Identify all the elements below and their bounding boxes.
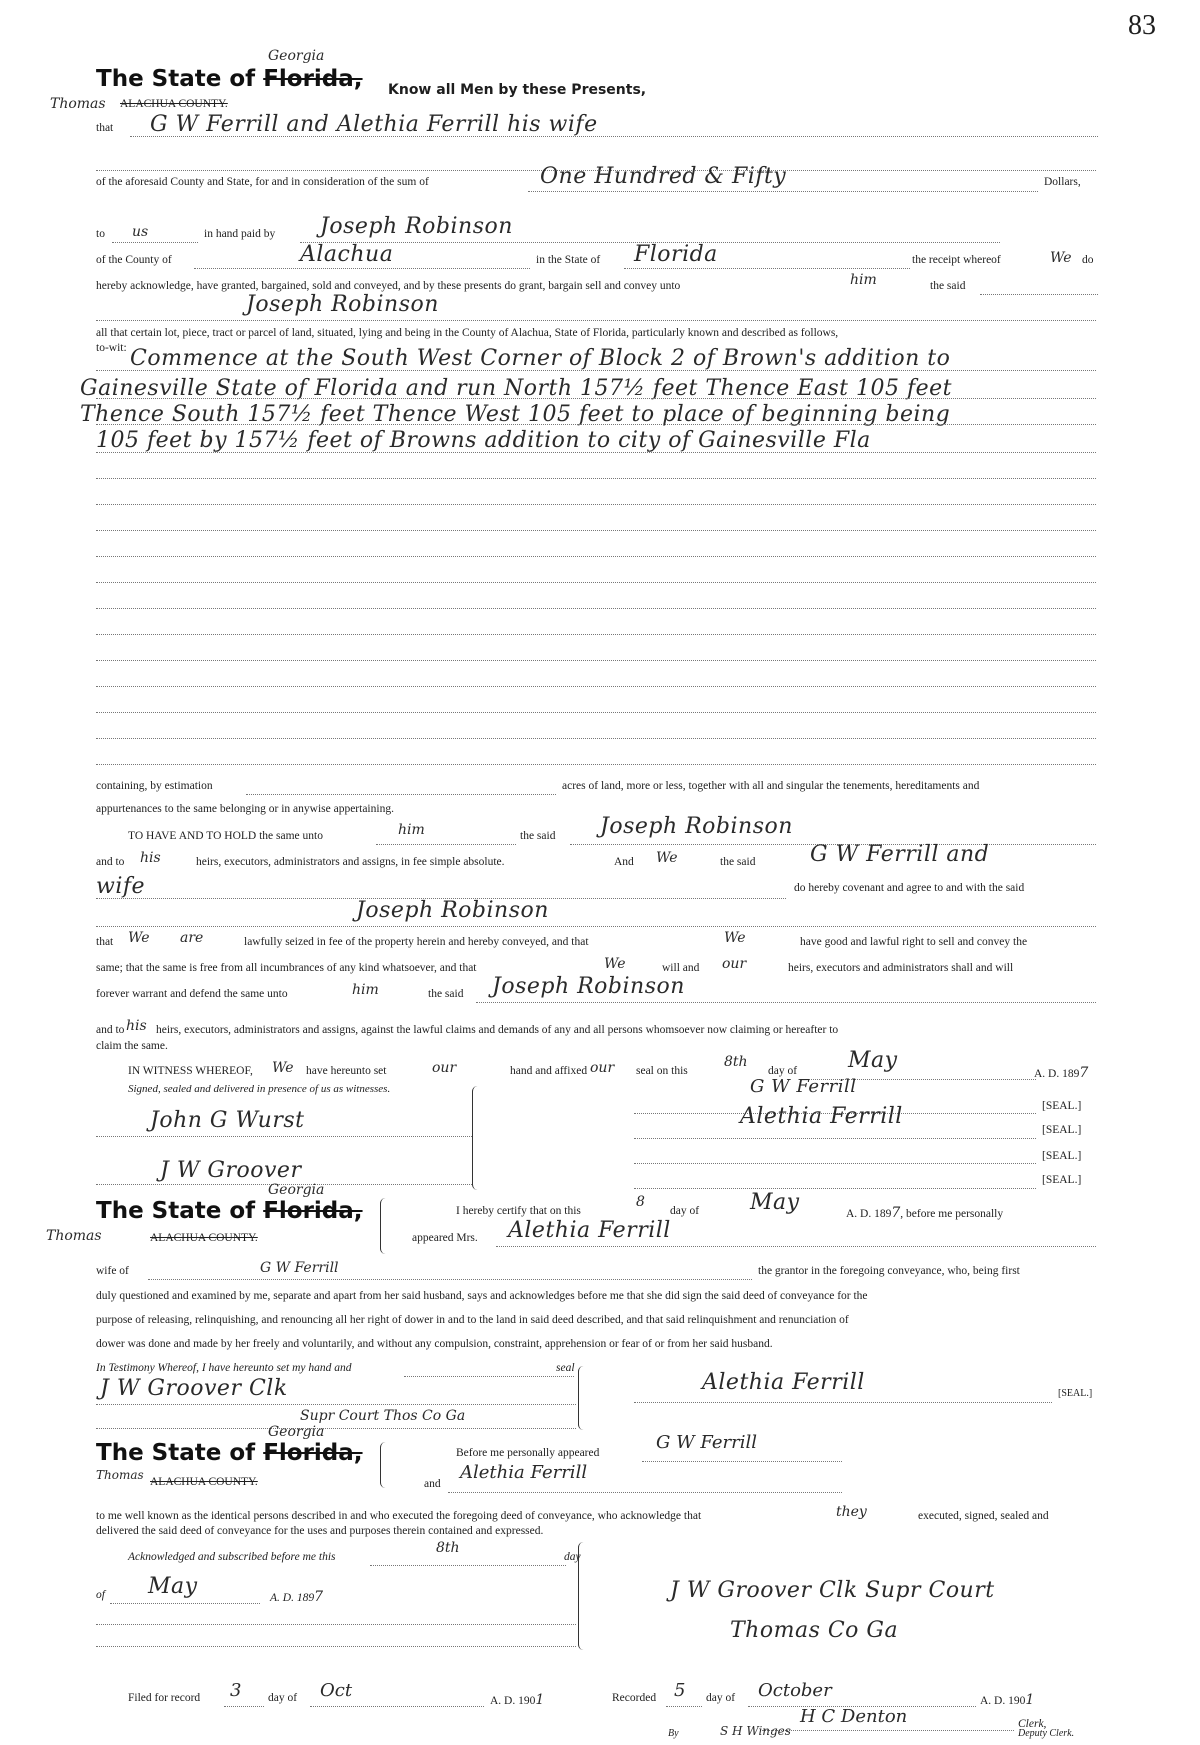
filed-label: Filed for record: [128, 1692, 201, 1704]
county-label: ALACHUA COUNTY.: [120, 98, 228, 110]
day-of-label: day of: [706, 1692, 736, 1704]
covenant-text: do hereby covenant and agree to and with the said: [794, 882, 1025, 894]
handwritten-sum: One Hundred & Fifty: [540, 164, 787, 189]
handwritten-year: 7: [891, 1205, 901, 1221]
and-to-label: and to: [96, 856, 125, 868]
by-label: By: [668, 1728, 679, 1739]
handwritten-we: We: [1050, 250, 1072, 266]
handwritten-habendum: Joseph Robinson: [600, 814, 793, 839]
handwritten-name: Alethia Ferrill: [508, 1218, 671, 1243]
clerk-label: Clerk,: [1018, 1718, 1047, 1730]
the-said-label-4: the said: [428, 988, 464, 1000]
that-label-2: that: [96, 936, 114, 948]
handwritten-grantee: Joseph Robinson: [246, 292, 439, 317]
dower-body-line: duly questioned and examined by me, separate and apart from her said husband, says and acknowledges before me that she did sign the said deed of conveyance for the: [96, 1290, 868, 1302]
handwritten-we-3: We: [128, 930, 150, 946]
handwritten-him-3: him: [352, 982, 379, 998]
do-label: do: [1082, 254, 1094, 266]
heirs-shall-text: heirs, executors and administrators shall and will: [788, 962, 1014, 974]
county-of-label: of the County of: [96, 254, 172, 266]
the-said-label: the said: [930, 280, 966, 292]
handwritten-day: 8th: [436, 1540, 460, 1556]
ad-label: A. D. 1897: [270, 1589, 324, 1605]
day-of-label: day of: [670, 1205, 700, 1217]
seal-marker: [SEAL.]: [1042, 1124, 1082, 1136]
handwritten-officer: J W Groover Clk: [100, 1376, 288, 1401]
handwritten-state: Georgia: [268, 1182, 325, 1198]
handwritten-name-1: G W Ferrill: [656, 1432, 757, 1453]
consideration-text: of the aforesaid County and State, for and in consideration of the sum of: [96, 176, 429, 188]
description-line: Thence South 157½ feet Thence West 105 feet to place of beginning being: [80, 402, 951, 427]
dower-body-line: purpose of releasing, relinquishing, and renouncing all her right of dower in and to the land in said deed described, and that said relinquishment and renunciation of: [96, 1314, 849, 1326]
handwritten-filed-day: 3: [230, 1680, 242, 1701]
acknowledged-label: Acknowledged and subscribed before me this: [128, 1551, 336, 1563]
recorded-label: Recorded: [612, 1692, 657, 1704]
receipt-label: the receipt whereof: [912, 254, 1001, 266]
lawfully-text: lawfully seized in fee of the property herein and hereby conveyed, and that: [244, 936, 589, 948]
to-wit-label: to-wit:: [96, 342, 127, 354]
in-state-label: in the State of: [536, 254, 601, 266]
seal-marker: [SEAL.]: [1042, 1150, 1082, 1162]
handwritten-they: they: [836, 1504, 867, 1520]
handwritten-wife: wife: [96, 874, 146, 899]
ad-label: A. D. 1901: [490, 1692, 545, 1708]
handwritten-we-6: We: [272, 1060, 294, 1076]
handwritten-month: May: [848, 1048, 898, 1073]
the-said-label-2: the said: [520, 830, 556, 842]
handwritten-rec-day: 5: [674, 1680, 686, 1701]
ad-label: A. D. 1897, before me personally: [846, 1205, 1004, 1221]
and-label: And: [614, 856, 634, 868]
handwritten-clerk: H C Denton: [800, 1706, 908, 1727]
handwritten-officer: Thomas Co Ga: [730, 1618, 899, 1643]
handwritten-signature: Alethia Ferrill: [702, 1370, 865, 1395]
description-line: Gainesville State of Florida and run North 157½ feet Thence East 105 feet: [80, 376, 953, 401]
certify-text: I hereby certify that on this: [456, 1205, 581, 1217]
handwritten-state-of: Florida: [634, 242, 718, 267]
signed-sealed-label: Signed, sealed and delivered in presence of us as witnesses.: [128, 1083, 391, 1095]
know-all-men: Know all Men by these Presents,: [388, 82, 647, 98]
handwritten-day: 8th: [724, 1054, 748, 1070]
against-text: heirs, executors, administrators and assigns, against the lawful claims and demands of any and all persons whomsoever now claiming or hereafter to: [156, 1024, 839, 1036]
acknowledge-text: hereby acknowledge, have granted, bargained, sold and conveyed, and by these presents do grant, bargain sell and convey unto: [96, 280, 681, 292]
handwritten-are: are: [180, 930, 204, 946]
handwritten-county: Thomas: [96, 1468, 144, 1482]
handwritten-warrantee: Joseph Robinson: [492, 974, 685, 999]
handwritten-year: 7: [1079, 1065, 1089, 1081]
hereunto-text: have hereunto set: [306, 1065, 387, 1077]
seal-marker: [SEAL.]: [1042, 1100, 1082, 1112]
handwritten-payer: Joseph Robinson: [320, 214, 513, 239]
handwritten-officer: J W Groover Clk Supr Court: [670, 1578, 995, 1603]
handwritten-filed-month: Oct: [320, 1680, 353, 1701]
handwritten-month: May: [750, 1190, 800, 1215]
forever-text: forever warrant and defend the same unto: [96, 988, 288, 1000]
handwritten-rec-year: 1: [1025, 1692, 1035, 1708]
handwritten-us: us: [132, 224, 149, 240]
handwritten-month: May: [148, 1574, 198, 1599]
before-me-label: Before me personally appeared: [456, 1447, 600, 1459]
to-have-label: TO HAVE AND TO HOLD the same unto: [128, 830, 323, 842]
handwritten-county-of: Alachua: [300, 242, 394, 267]
and-label: and: [424, 1478, 441, 1490]
witness-signature: John G Wurst: [150, 1108, 305, 1133]
and-to-label-2: and to: [96, 1024, 125, 1036]
seal-on-text: seal on this: [636, 1065, 688, 1077]
day-label: day: [564, 1551, 581, 1563]
deputy-label: Deputy Clerk.: [1018, 1728, 1075, 1739]
handwritten-his: his: [140, 850, 161, 866]
good-right-text: have good and lawful right to sell and convey the: [800, 936, 1028, 948]
handwritten-filed-year: 1: [535, 1692, 545, 1708]
claim-text: claim the same.: [96, 1040, 168, 1052]
heirs-fee-text: heirs, executors, administrators and assigns, in fee simple absolute.: [196, 856, 505, 868]
executed-text: executed, signed, sealed and: [918, 1510, 1049, 1522]
seal-marker: [SEAL.]: [1058, 1388, 1093, 1399]
handwritten-our-2: our: [432, 1060, 457, 1076]
ack-body-line: to me well known as the identical persons described in and who executed the foregoing deed of conveyance, who acknowledge that: [96, 1510, 702, 1522]
handwritten-covenantee: Joseph Robinson: [356, 898, 549, 923]
description-line: Commence at the South West Corner of Block 2 of Brown's addition to: [130, 346, 951, 371]
handwritten-rec-month: October: [758, 1680, 832, 1701]
appurtenances-text: appurtenances to the same belonging or in anywise appertaining.: [96, 803, 394, 815]
handwritten-grantors: G W Ferrill and Alethia Ferrill his wife: [150, 112, 598, 137]
handwritten-county: Thomas: [46, 1228, 102, 1244]
day-of-label: day of: [768, 1065, 798, 1077]
witness-label: IN WITNESS WHEREOF,: [128, 1065, 253, 1077]
state-heading: The State of Florida,: [96, 1440, 363, 1466]
handwritten-state: Georgia: [268, 1424, 325, 1440]
handwritten-we-4: We: [724, 930, 746, 946]
handwritten-day: 8: [636, 1194, 645, 1210]
dower-body-line: dower was done and made by her freely and voluntarily, and without any compulsion, constraint, apprehension or fear of or from her said husband.: [96, 1338, 773, 1350]
county-label: ALACHUA COUNTY.: [150, 1232, 258, 1244]
grantor-signature: G W Ferrill: [750, 1076, 857, 1097]
ack-body-line: delivered the said deed of conveyance for the uses and purposes therein contained and expressed.: [96, 1525, 544, 1537]
handwritten-officer: Supr Court Thos Co Ga: [300, 1408, 466, 1424]
day-of-label: day of: [268, 1692, 298, 1704]
page-number: 83: [1128, 10, 1156, 41]
acres-text: acres of land, more or less, together with all and singular the tenements, hereditaments and: [562, 780, 980, 792]
handwritten-we-5: We: [604, 956, 626, 972]
grantor-text: the grantor in the foregoing conveyance, who, being first: [758, 1265, 1020, 1277]
handwritten-grantor-and: G W Ferrill and: [810, 842, 990, 867]
appeared-label: appeared Mrs.: [412, 1232, 478, 1244]
free-from-text: same; that the same is free from all incumbrances of any kind whatsoever, and that: [96, 962, 477, 974]
ad-label: A. D. 1901: [980, 1692, 1035, 1708]
wife-of-label: wife of: [96, 1265, 129, 1277]
state-heading: The State of Florida,: [96, 1198, 363, 1224]
will-and-text: will and: [662, 962, 700, 974]
state-heading: The State of Florida,: [96, 66, 363, 92]
description-line: 105 feet by 157½ feet of Browns addition to city of Gainesville Fla: [96, 428, 871, 453]
handwritten-his-2: his: [126, 1018, 147, 1034]
that-label: that: [96, 122, 114, 134]
handwritten-name-2: Alethia Ferrill: [460, 1462, 588, 1483]
handwritten-him: him: [850, 272, 877, 288]
seal-marker: [SEAL.]: [1042, 1174, 1082, 1186]
all-that-text: all that certain lot, piece, tract or parcel of land, situated, lying and being in the County of Alachua, State of Florida, particularly known and described as follows,: [96, 327, 839, 339]
dollars-label: Dollars,: [1044, 176, 1081, 188]
handwritten-year: 7: [314, 1589, 324, 1605]
handwritten-county: Thomas: [50, 96, 106, 112]
witness-signature: J W Groover: [160, 1158, 302, 1183]
hand-affixed-text: hand and affixed: [510, 1065, 588, 1077]
handwritten-our: our: [722, 956, 747, 972]
ad-label: A. D. 1897: [1034, 1065, 1089, 1081]
of-label: of: [96, 1589, 105, 1601]
in-hand-label: in hand paid by: [204, 228, 276, 240]
county-label: ALACHUA COUNTY.: [150, 1476, 258, 1488]
containing-label: containing, by estimation: [96, 780, 213, 792]
handwritten-husband: G W Ferrill: [260, 1260, 339, 1276]
the-said-label-3: the said: [720, 856, 756, 868]
handwritten-state: Georgia: [268, 48, 325, 64]
testimony-label: In Testimony Whereof, I have hereunto set my hand and: [96, 1362, 352, 1374]
handwritten-we-2: We: [656, 850, 678, 866]
handwritten-deputy: S H Winges: [720, 1724, 791, 1738]
handwritten-him-2: him: [398, 822, 425, 838]
handwritten-our-3: our: [590, 1060, 615, 1076]
to-label: to: [96, 228, 105, 240]
seal-word: seal: [556, 1362, 575, 1374]
grantor-signature: Alethia Ferrill: [740, 1104, 903, 1129]
